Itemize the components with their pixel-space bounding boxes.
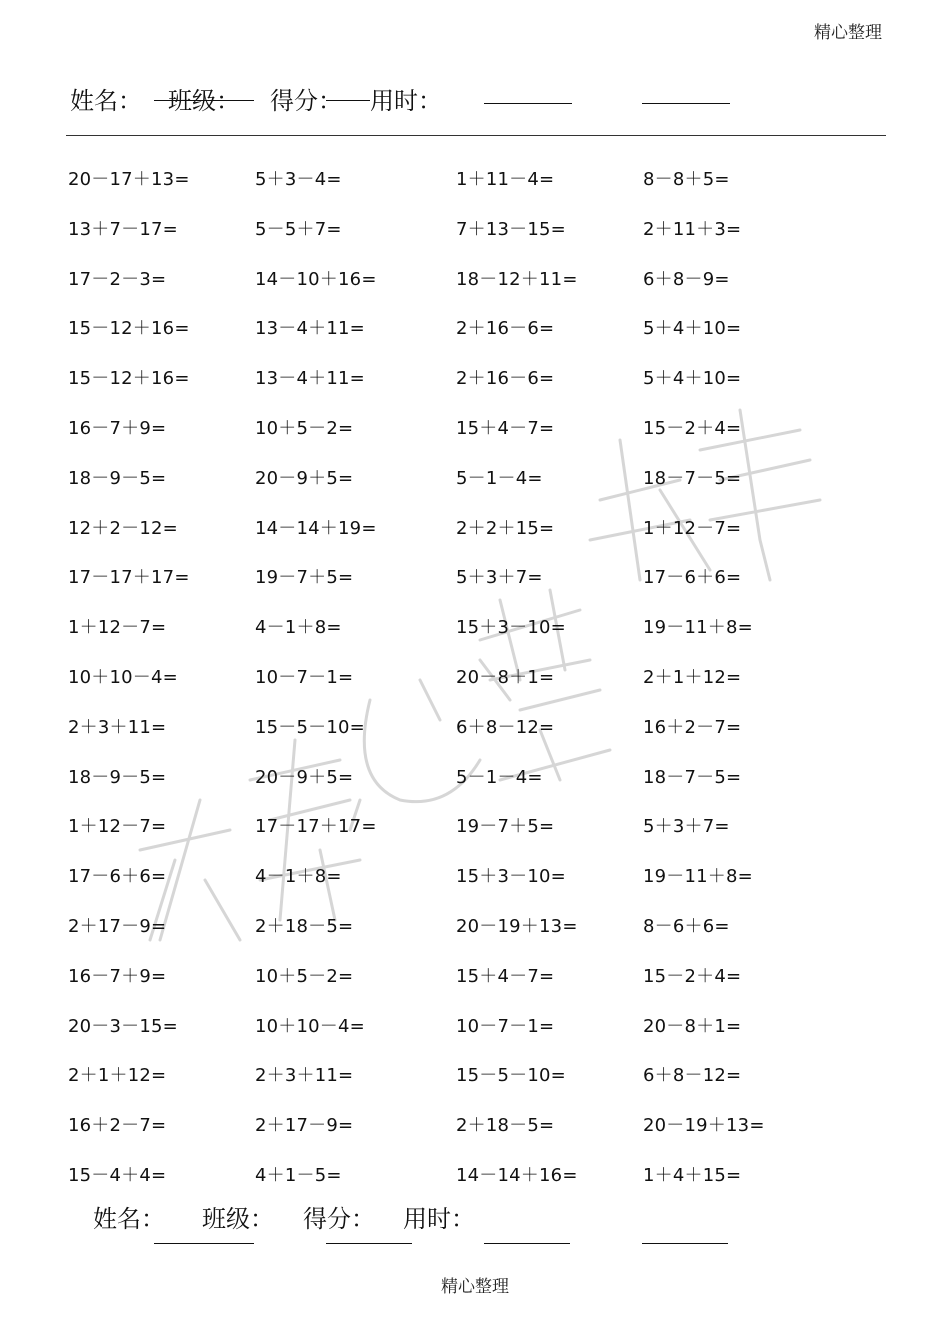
problem-item: 6＋8－9= xyxy=(643,268,730,290)
problem-row xyxy=(68,365,888,415)
time-label: 用时： xyxy=(403,1205,475,1233)
name-answer-line[interactable] xyxy=(154,100,254,101)
problem-item: 18－7－5= xyxy=(643,766,742,788)
extra-answer-line[interactable] xyxy=(642,103,730,104)
problem-row xyxy=(68,515,888,565)
problem-item: 2＋3＋11= xyxy=(255,1065,354,1087)
problem-item: 13－4＋11= xyxy=(255,318,365,340)
problem-item: 15－5－10= xyxy=(255,716,365,738)
score-label: 得分： xyxy=(303,1205,375,1233)
problem-item: 14－10＋16= xyxy=(255,268,377,290)
problem-item: 20－3－15= xyxy=(68,1015,178,1037)
problem-item: 2＋1＋12= xyxy=(643,666,742,688)
problem-row xyxy=(68,863,888,913)
name-label: 姓名： xyxy=(93,1205,165,1233)
problem-item: 15－12＋16= xyxy=(68,368,190,390)
problem-item: 5＋4＋10= xyxy=(643,318,742,340)
problem-item: 2＋1＋12= xyxy=(68,1065,167,1087)
time-answer-line[interactable] xyxy=(484,1243,570,1244)
problem-item: 6＋8－12= xyxy=(643,1065,742,1087)
problem-item: 16－7＋9= xyxy=(68,965,167,987)
problem-row xyxy=(68,315,888,365)
problem-item: 2＋16－6= xyxy=(456,318,555,340)
problem-item: 17－17＋17= xyxy=(255,816,377,838)
problem-item: 20－9＋5= xyxy=(255,766,354,788)
problem-item: 13＋7－17= xyxy=(68,218,178,240)
problem-row xyxy=(68,913,888,963)
problem-item: 14－14＋19= xyxy=(255,517,377,539)
problem-row xyxy=(68,813,888,863)
problem-item: 15－4＋4= xyxy=(68,1164,167,1186)
problem-item: 15－5－10= xyxy=(456,1065,566,1087)
problem-item: 17－6＋6= xyxy=(68,866,167,888)
problem-item: 20－19＋13= xyxy=(643,1115,765,1137)
problem-row xyxy=(68,166,888,216)
problem-row xyxy=(68,614,888,664)
problem-item: 10＋5－2= xyxy=(255,417,354,439)
name-answer-line[interactable] xyxy=(154,1243,254,1244)
problem-item: 1＋12－7= xyxy=(68,617,167,639)
problem-row xyxy=(68,216,888,266)
problem-item: 19－7＋5= xyxy=(456,816,555,838)
problem-item: 5－5＋7= xyxy=(255,218,342,240)
problem-row xyxy=(68,664,888,714)
class-label: 班级： xyxy=(168,87,240,115)
problem-item: 18－9－5= xyxy=(68,467,167,489)
problem-item: 8－6＋6= xyxy=(643,915,730,937)
problem-item: 19－7＋5= xyxy=(255,567,354,589)
problem-item: 15＋4－7= xyxy=(456,965,555,987)
problem-item: 2＋11＋3= xyxy=(643,218,742,240)
problem-item: 15－2＋4= xyxy=(643,965,742,987)
problem-row xyxy=(68,1062,888,1112)
time-answer-line[interactable] xyxy=(484,103,572,104)
problem-item: 2＋18－5= xyxy=(456,1115,555,1137)
problem-row xyxy=(68,963,888,1013)
problem-item: 2＋16－6= xyxy=(456,368,555,390)
problem-item: 17－6＋6= xyxy=(643,567,742,589)
problem-item: 19－11＋8= xyxy=(643,617,753,639)
problem-row xyxy=(68,266,888,316)
problem-item: 5－1－4= xyxy=(456,467,543,489)
problem-item: 17－2－3= xyxy=(68,268,167,290)
problem-item: 20－8＋1= xyxy=(456,666,555,688)
problem-item: 1＋12－7= xyxy=(68,816,167,838)
student-info-top xyxy=(0,84,950,118)
time-label: 用时： xyxy=(370,87,442,115)
problem-item: 13－4＋11= xyxy=(255,368,365,390)
problem-row xyxy=(68,1112,888,1162)
problem-item: 18－12＋11= xyxy=(456,268,578,290)
problem-item: 15＋3－10= xyxy=(456,866,566,888)
problem-item: 16＋2－7= xyxy=(643,716,742,738)
header-divider xyxy=(66,135,886,136)
problem-item: 6＋8－12= xyxy=(456,716,555,738)
problem-item: 1＋12－7= xyxy=(643,517,742,539)
problem-item: 10＋10－4= xyxy=(68,666,178,688)
problem-item: 4－1＋8= xyxy=(255,866,342,888)
problem-item: 2＋2＋15= xyxy=(456,517,555,539)
class-label: 班级： xyxy=(202,1205,274,1233)
problem-item: 2＋17－9= xyxy=(255,1115,354,1137)
problem-item: 20－9＋5= xyxy=(255,467,354,489)
name-label: 姓名： xyxy=(70,87,142,115)
problem-item: 15＋4－7= xyxy=(456,417,555,439)
problem-row xyxy=(68,764,888,814)
problem-row xyxy=(68,465,888,515)
problem-item: 2＋18－5= xyxy=(255,915,354,937)
score-answer-line[interactable] xyxy=(326,1243,412,1244)
problem-item: 5＋3＋7= xyxy=(456,567,543,589)
problem-row xyxy=(68,415,888,465)
student-info-bottom xyxy=(0,1202,950,1236)
problem-item: 15－12＋16= xyxy=(68,318,190,340)
score-answer-line[interactable] xyxy=(326,100,370,101)
problem-item: 14－14＋16= xyxy=(456,1164,578,1186)
problem-item: 2＋3＋11= xyxy=(68,716,167,738)
problem-item: 10－7－1= xyxy=(456,1015,555,1037)
problem-item: 12＋2－12= xyxy=(68,517,178,539)
problem-item: 8－8＋5= xyxy=(643,169,730,190)
problem-item: 16＋2－7= xyxy=(68,1115,167,1137)
problem-row xyxy=(68,564,888,614)
problem-item: 4＋1－5= xyxy=(255,1164,342,1186)
problem-item: 18－7－5= xyxy=(643,467,742,489)
problem-item: 20－17＋13= xyxy=(68,169,190,190)
problem-grid xyxy=(68,166,888,1212)
problem-item: 17－17＋17= xyxy=(68,567,190,589)
problem-item: 15＋3－10= xyxy=(456,617,566,639)
problem-item: 18－9－5= xyxy=(68,766,167,788)
problem-row xyxy=(68,714,888,764)
problem-item: 7＋13－15= xyxy=(456,218,566,240)
footer-brand: 精心整理 xyxy=(441,1277,509,1297)
problem-item: 2＋17－9= xyxy=(68,915,167,937)
score-label: 得分： xyxy=(270,87,342,115)
problem-item: 1＋4＋15= xyxy=(643,1164,742,1186)
problem-item: 5－1－4= xyxy=(456,766,543,788)
extra-answer-line[interactable] xyxy=(642,1243,728,1244)
problem-item: 20－8＋1= xyxy=(643,1015,742,1037)
problem-item: 5＋4＋10= xyxy=(643,368,742,390)
problem-item: 20－19＋13= xyxy=(456,915,578,937)
problem-item: 5＋3－4= xyxy=(255,169,342,190)
problem-item: 1＋11－4= xyxy=(456,169,555,190)
problem-item: 10－7－1= xyxy=(255,666,354,688)
header-brand: 精心整理 xyxy=(814,23,882,43)
problem-item: 10＋10－4= xyxy=(255,1015,365,1037)
problem-item: 15－2＋4= xyxy=(643,417,742,439)
problem-row xyxy=(68,1013,888,1063)
problem-item: 19－11＋8= xyxy=(643,866,753,888)
problem-item: 16－7＋9= xyxy=(68,417,167,439)
problem-item: 10＋5－2= xyxy=(255,965,354,987)
problem-item: 5＋3＋7= xyxy=(643,816,730,838)
problem-item: 4－1＋8= xyxy=(255,617,342,639)
